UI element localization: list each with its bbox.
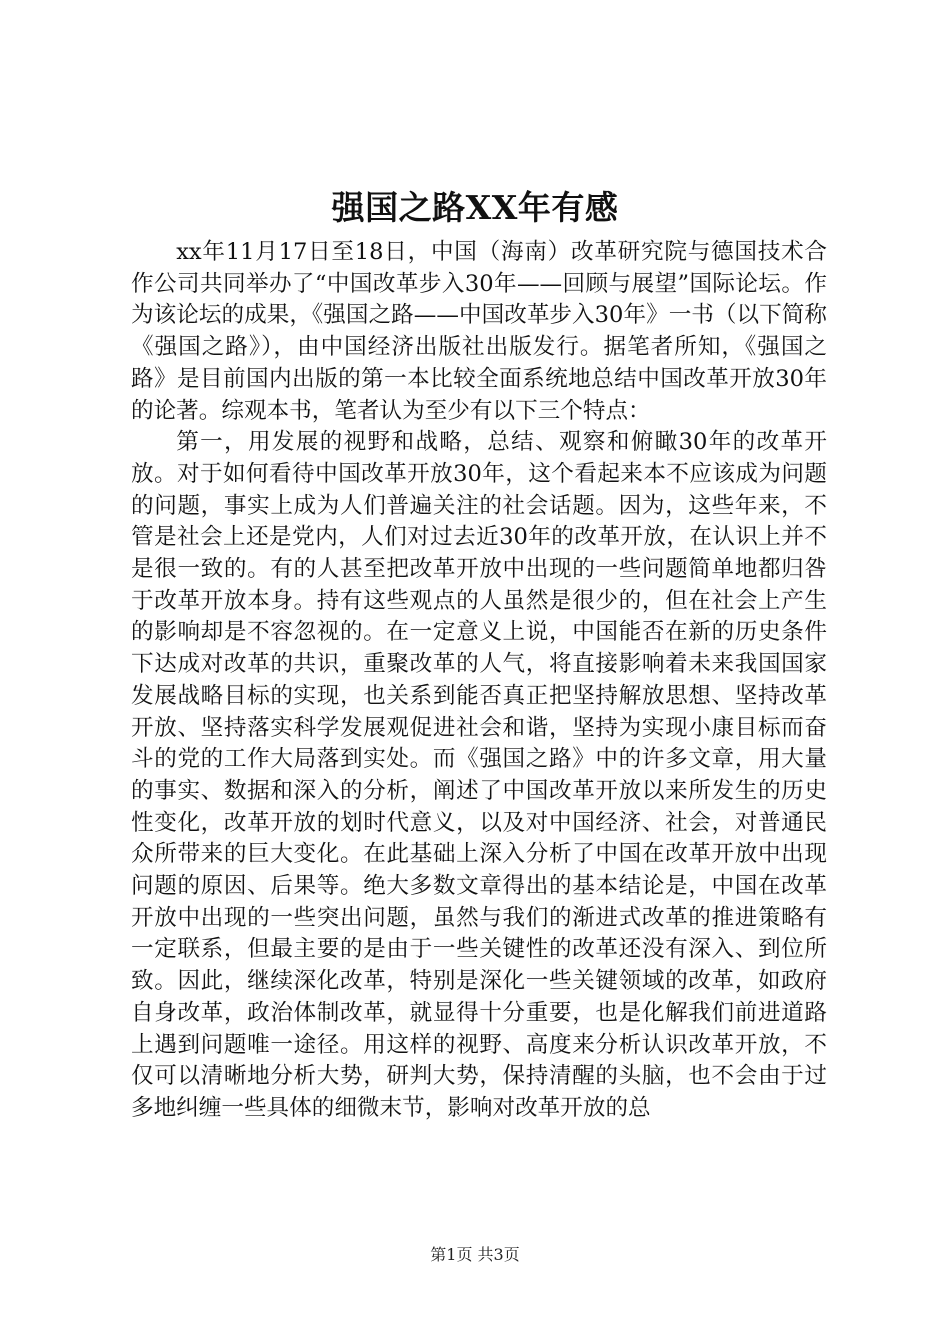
document-body <box>131 237 827 1125</box>
document-title: 强国之路XX年有感 <box>331 188 619 227</box>
paragraph-first-point: 第一，用发展的视野和战略，总结、观察和俯瞰30年的改革开放。对于如何看待中国改革开放30年，这个看起来本不应该成为问题的问题，事实上成为人们普遍关注的社会话题。因为，这些年来，不管是社会上还是党内，人们对过去近30年的改革开放，在认识上并不是很一致的。有的人甚至把改革开放中出现的一些问题简单地都归咎于改革开放本身。持有这些观点的人虽然是很少的，但在社会上产生的影响却是不容忽视的。在一定意义上说，中国能否在新的历史条件下达成对改革的共识，重聚改革的人气，将直接影响着未来我国国家发展战略目标的实现，也关系到能否真正把坚持解放思想、坚持改革开放、坚持落实科学发展观促进社会和谐，坚持为实现小康目标而奋斗的党的工作大局落到实处。而《强国之路》中的许多文章，用大量的事实、数据和深入的分析，阐述了中国改革开放以来所发生的历史性变化，改革开放的划时代意义，以及对中国经济、社会，对普通民众所带来的巨大变化。在此基础上深入分析了中国在改革开放中出现问题的原因、后果等。绝大多数文章得出的基本结论是，中国在改革开放中出现的一些突出问题，虽然与我们的渐进式改革的推进策略有一定联系，但最主要的是由于一些关键性的改革还没有深入、到位所致。因此，继续深化改革，特别是深化一些关键领域的改革，如政府自身改革，政治体制改革，就显得十分重要，也是化解我们前进道路上遇到问题唯一途径。用这样的视野、高度来分析认识改革开放，不仅可以清晰地分析大势，研判大势，保持清醒的头脑，也不会由于过多地纠缠一些具体的细微末节，影响对改革开放的总 <box>131 429 827 1121</box>
page-number-footer: 第1页 共3页 <box>430 1245 520 1264</box>
paragraph-intro: xx年11月17日至18日，中国（海南）改革研究院与德国技术合作公司共同举办了“中国改革步入30年——回顾与展望”国际论坛。作为该论坛的成果，《强国之路——中国改革步入30年》一书（以下简称《强国之路》），由中国经济出版社出版发行。据笔者所知，《强国之路》是目前国内出版的第一本比较全面系统地总结中国改革开放30年的论著。综观本书，笔者认为至少有以下三个特点： <box>131 239 827 424</box>
